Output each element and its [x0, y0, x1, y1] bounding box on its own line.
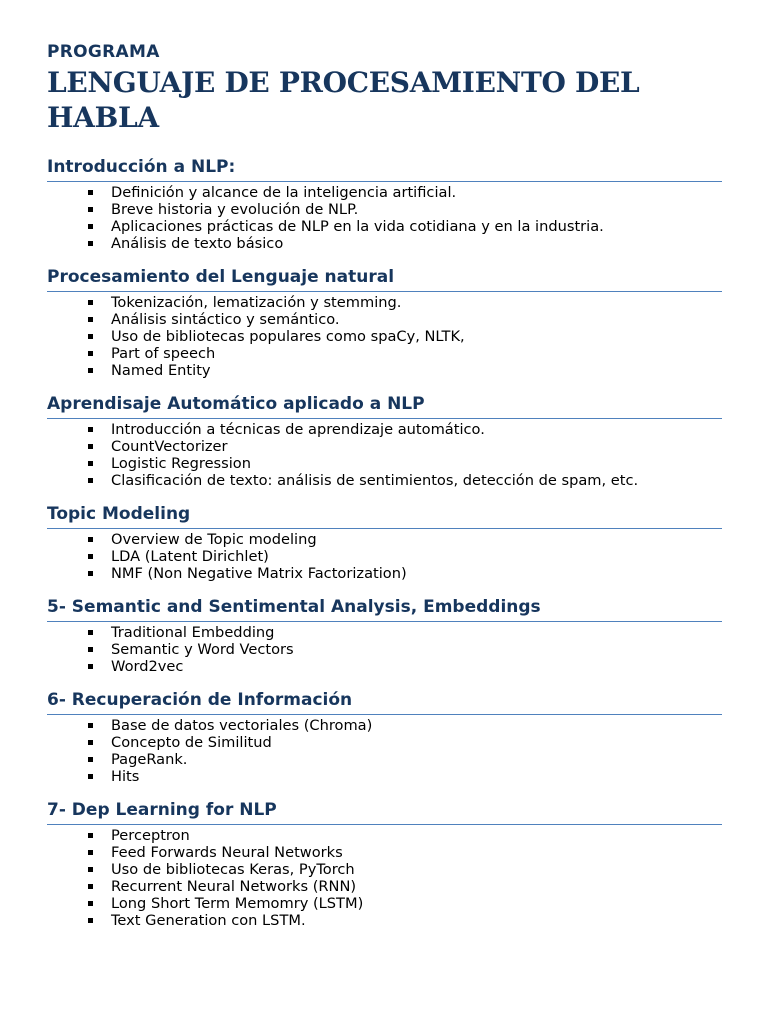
square-bullet-icon	[88, 647, 93, 652]
section-deep-learning	[47, 799, 722, 929]
list-item-text: Traditional Embedding	[111, 624, 275, 641]
section-list	[47, 827, 722, 929]
list-item	[111, 184, 722, 201]
square-bullet-icon	[88, 554, 93, 559]
list-item-text: Recurrent Neural Networks (RNN)	[111, 878, 357, 895]
list-item	[111, 438, 722, 455]
section-list	[47, 531, 722, 582]
list-item	[111, 531, 722, 548]
square-bullet-icon	[88, 190, 93, 195]
list-item	[111, 218, 722, 235]
square-bullet-icon	[88, 664, 93, 669]
list-item-text: Part of speech	[111, 345, 216, 362]
list-item-text: Overview de Topic modeling	[111, 531, 317, 548]
section-heading: 5- Semantic and Sentimental Analysis, Embeddings	[47, 596, 722, 622]
title-line-1: LENGUAJE DE PROCESAMIENTO DEL	[47, 66, 640, 99]
list-item-text: Tokenización, lematización y stemming.	[111, 294, 402, 311]
square-bullet-icon	[88, 368, 93, 373]
list-item-text: Word2vec	[111, 658, 184, 675]
list-item	[111, 658, 722, 675]
list-item	[111, 768, 722, 785]
list-item-text: Aplicaciones prácticas de NLP en la vida cotidiana y en la industria.	[111, 218, 604, 235]
document-kicker: PROGRAMA	[47, 42, 160, 62]
list-item	[111, 548, 722, 565]
section-list	[47, 421, 722, 489]
square-bullet-icon	[88, 351, 93, 356]
section-recuperacion	[47, 689, 722, 785]
list-item	[111, 895, 722, 912]
list-item-text: Definición y alcance de la inteligencia artificial.	[111, 184, 457, 201]
square-bullet-icon	[88, 850, 93, 855]
square-bullet-icon	[88, 427, 93, 432]
square-bullet-icon	[88, 630, 93, 635]
list-item-text: Hits	[111, 768, 140, 785]
square-bullet-icon	[88, 444, 93, 449]
list-item	[111, 201, 722, 218]
list-item-text: Perceptron	[111, 827, 190, 844]
section-heading: Introducción a NLP:	[47, 156, 722, 182]
list-item-text: Base de datos vectoriales (Chroma)	[111, 717, 373, 734]
list-item	[111, 362, 722, 379]
list-item	[111, 912, 722, 929]
section-heading: 7- Dep Learning for NLP	[47, 799, 722, 825]
list-item	[111, 717, 722, 734]
square-bullet-icon	[88, 757, 93, 762]
list-item-text: Breve historia y evolución de NLP.	[111, 201, 359, 218]
list-item	[111, 734, 722, 751]
list-item-text: PageRank.	[111, 751, 188, 768]
list-item	[111, 472, 722, 489]
square-bullet-icon	[88, 723, 93, 728]
square-bullet-icon	[88, 300, 93, 305]
section-heading: Topic Modeling	[47, 503, 722, 529]
square-bullet-icon	[88, 774, 93, 779]
square-bullet-icon	[88, 833, 93, 838]
list-item-text: Semantic y Word Vectors	[111, 641, 294, 658]
section-list	[47, 294, 722, 379]
square-bullet-icon	[88, 207, 93, 212]
square-bullet-icon	[88, 461, 93, 466]
section-heading: Aprendisaje Automático aplicado a NLP	[47, 393, 722, 419]
list-item	[111, 641, 722, 658]
list-item	[111, 328, 722, 345]
list-item-text: Análisis sintáctico y semántico.	[111, 311, 340, 328]
section-list	[47, 717, 722, 785]
square-bullet-icon	[88, 571, 93, 576]
list-item-text: Concepto de Similitud	[111, 734, 272, 751]
list-item-text: Feed Forwards Neural Networks	[111, 844, 343, 861]
square-bullet-icon	[88, 901, 93, 906]
section-heading: Procesamiento del Lenguaje natural	[47, 266, 722, 292]
section-introduccion	[47, 156, 722, 252]
square-bullet-icon	[88, 478, 93, 483]
document-title	[47, 65, 722, 135]
list-item-text: CountVectorizer	[111, 438, 228, 455]
section-list	[47, 184, 722, 252]
list-item-text: LDA (Latent Dirichlet)	[111, 548, 269, 565]
list-item	[111, 345, 722, 362]
list-item-text: Long Short Term Memomry (LSTM)	[111, 895, 364, 912]
list-item	[111, 751, 722, 768]
section-aprendisaje	[47, 393, 722, 489]
square-bullet-icon	[88, 884, 93, 889]
section-list	[47, 624, 722, 675]
list-item	[111, 844, 722, 861]
list-item	[111, 294, 722, 311]
list-item	[111, 861, 722, 878]
square-bullet-icon	[88, 334, 93, 339]
square-bullet-icon	[88, 918, 93, 923]
list-item-text: Clasificación de texto: análisis de sentimientos, detección de spam, etc.	[111, 472, 639, 489]
list-item	[111, 565, 722, 582]
section-semantic-analysis	[47, 596, 722, 675]
square-bullet-icon	[88, 317, 93, 322]
square-bullet-icon	[88, 740, 93, 745]
title-line-2: HABLA	[47, 101, 159, 134]
document-page	[47, 42, 722, 929]
list-item-text: Named Entity	[111, 362, 211, 379]
list-item-text: Análisis de texto básico	[111, 235, 284, 252]
list-item	[111, 624, 722, 641]
list-item	[111, 311, 722, 328]
list-item-text: NMF (Non Negative Matrix Factorization)	[111, 565, 407, 582]
list-item	[111, 455, 722, 472]
section-procesamiento	[47, 266, 722, 379]
square-bullet-icon	[88, 224, 93, 229]
list-item	[111, 827, 722, 844]
list-item	[111, 878, 722, 895]
list-item	[111, 235, 722, 252]
square-bullet-icon	[88, 537, 93, 542]
list-item-text: Text Generation con LSTM.	[111, 912, 306, 929]
list-item	[111, 421, 722, 438]
list-item-text: Uso de bibliotecas populares como spaCy, NLTK,	[111, 328, 465, 345]
list-item-text: Uso de bibliotecas Keras, PyTorch	[111, 861, 355, 878]
list-item-text: Logistic Regression	[111, 455, 251, 472]
square-bullet-icon	[88, 867, 93, 872]
section-heading: 6- Recuperación de Información	[47, 689, 722, 715]
list-item-text: Introducción a técnicas de aprendizaje automático.	[111, 421, 485, 438]
section-topic-modeling	[47, 503, 722, 582]
square-bullet-icon	[88, 241, 93, 246]
